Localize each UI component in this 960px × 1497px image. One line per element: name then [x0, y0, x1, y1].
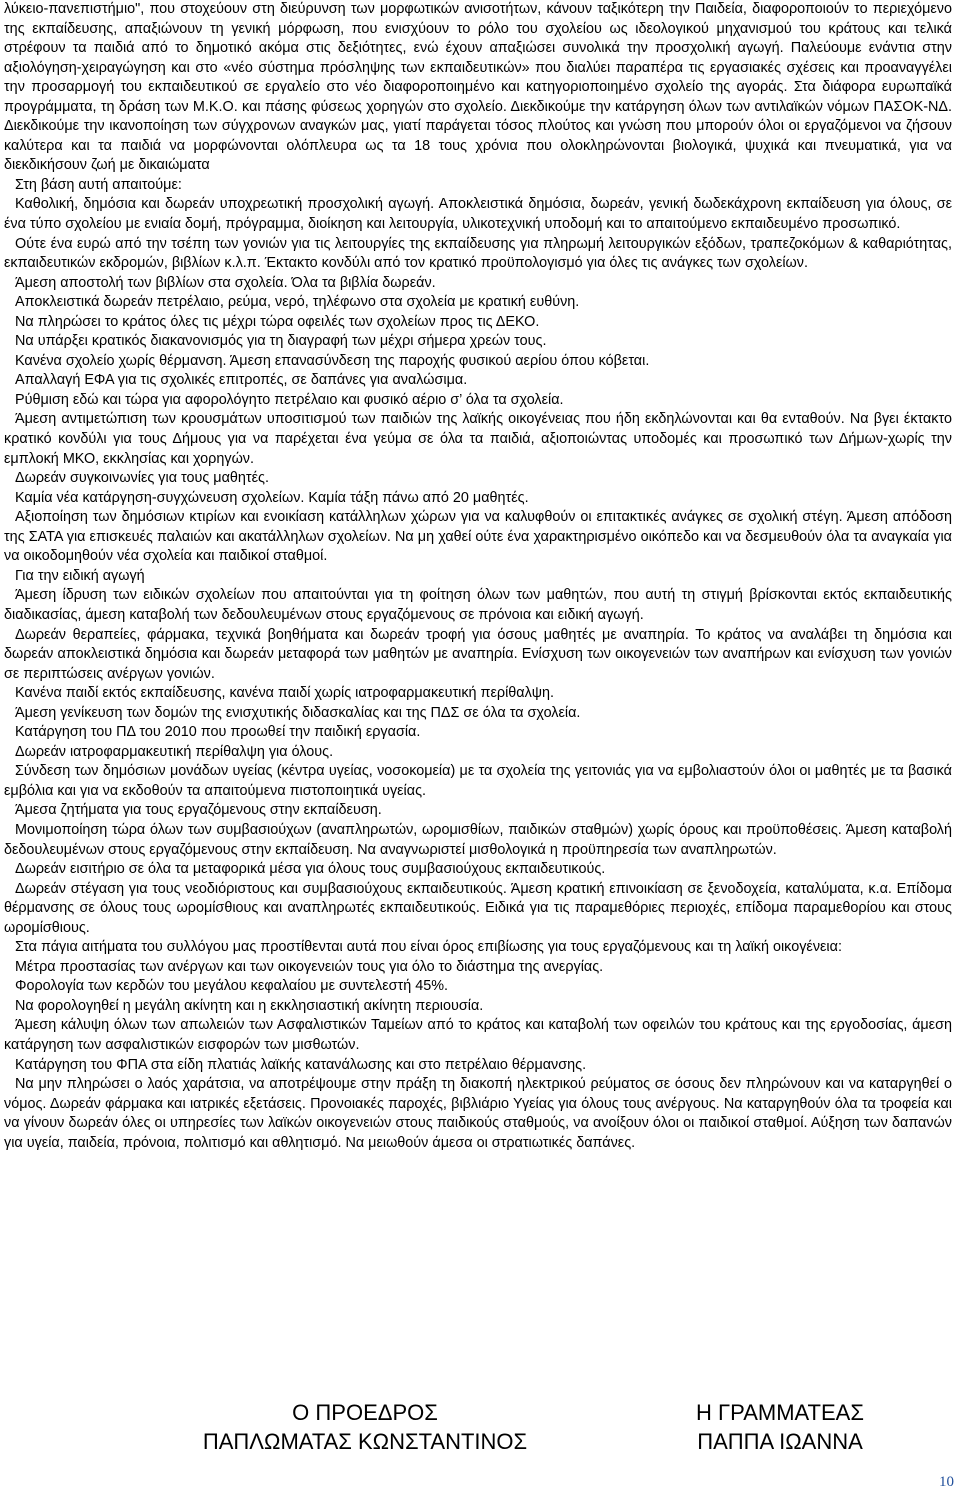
paragraph: Καθολική, δημόσια και δωρεάν υποχρεωτική προσχολική αγωγή. Αποκλειστικά δημόσια, δωρεάν, γενική δωδεκάχρονη εκπαίδευση για όλους, σε ένα τύπο σχολείου με ενιαία δομή, πρόγραμμα, διοίκηση και λειτουργία, υλικοτεχνική υποδομή και το απαιτούμενο εκπαιδευμένο προσωπικό. [4, 196, 952, 233]
signature-president [170, 1398, 560, 1456]
paragraph: Άμεσα ζητήματα για τους εργαζόμενους στην εκπαίδευση. [15, 802, 382, 819]
paragraph: Άμεση κάλυψη όλων των απωλειών των Ασφαλιστικών Ταμείων από το κράτος και καταβολή των οφειλών του κράτους και της εργοδοσίας, άμεση κατάργηση των ασφαλιστικών εισφορών των μισθωτών. [4, 1017, 952, 1053]
paragraph: Να πληρώσει το κράτος όλες τις μέχρι τώρα οφειλές των σχολείων προς τις ΔΕΚΟ. [15, 313, 540, 330]
signature-secretary [660, 1398, 900, 1456]
paragraph: Καμία νέα κατάργηση-συγχώνευση σχολείων. Καμία τάξη πάνω από 20 μαθητές. [15, 489, 529, 506]
paragraph: Να φορολογηθεί η μεγάλη ακίνητη και η εκκλησιαστική ακίνητη περιουσία. [15, 997, 484, 1014]
paragraph: Κανένα παιδί εκτός εκπαίδευσης, κανένα παιδί χωρίς ιατροφαρμακευτική περίθαλψη. [15, 685, 555, 702]
paragraph: Δωρεάν εισιτήριο σε όλα τα μεταφορικά μέσα για όλους τους συμβασιούχους εκπαιδευτικούς. [15, 861, 606, 878]
paragraph: Κατάργηση του ΦΠΑ στα είδη πλατιάς λαϊκής κατανάλωσης και στο πετρέλαιο θέρμανσης. [15, 1056, 587, 1073]
paragraph: Ούτε ένα ευρώ από την τσέπη των γονιών για τις λειτουργίες της εκπαίδευσης για πληρωμή λειτουργικών εξόδων, τραπεζοκόμων & καθαριότητας, εκπαιδευτικών εκδρομών, βιβλίων κ.λ.π. Έκτακτο κονδύλι από τον κρατικό προϋπολογισμό για όλες τις ανάγκες των σχολείων. [4, 235, 952, 272]
paragraph: Μονιμοποίηση τώρα όλων των συμβασιούχων (αναπληρωτών, ωρομισθίων, παιδικών σταθμών) χωρίς όρους και προϋποθέσεις. Άμεση καταβολή δεδουλευμένων στους εργαζόμενους στην εκπαίδευση. Να αναγνωριστεί μισθολογικά η προϋπηρεσία των αναπληρωτών. [4, 821, 952, 858]
president-title: Ο ΠΡΟΕΔΡΟΣ [292, 1400, 438, 1425]
paragraph: Να μην πληρώσει ο λαός χαράτσια, να αποτρέψουμε στην πράξη τη διακοπή ηλεκτρικού ρεύματος σε όσους δεν πληρώνουν και να καταργηθεί ο νόμος. Δωρεάν φάρμακα και ιατρικές εξετάσεις. Προνοιακές παροχές, βιβλιάριο Υγείας για όλους τους ανέργους. Να καταργηθούν όλα τα τροφεία και να γίνουν δωρεάν όλες οι υπηρεσίες των λαϊκών οικογενειών στους παιδικούς σταθμούς, να ανοίξουν όλοι οι παιδικοί σταθμοί. Αύξηση των δαπανών για υγεία, παιδεία, πρόνοια, πολιτισμό και αθλητισμό. Να μειωθούν άμεσα οι στρατιωτικές δαπάνες. [4, 1076, 952, 1151]
paragraph: Να υπάρξει κρατικός διακανονισμός για τη διαγραφή των μέχρι σήμερα χρεών τους. [15, 333, 547, 350]
paragraph: Σύνδεση των δημόσιων μονάδων υγείας (κέντρα υγείας, νοσοκομεία) με τα σχολεία της γειτονιάς για να εμβολιαστούν όλοι οι μαθητές με τα βασικά εμβόλια και για να εκδοθούν τα απαιτούμενα πιστοποιητικά υγείας. [4, 763, 952, 799]
president-name: ΠΑΠΛΩΜΑΤΑΣ ΚΩΝΣΤΑΝΤΙΝΟΣ [202, 1429, 528, 1454]
document-body [4, 0, 952, 1153]
paragraph: Στα πάγια αιτήματα του συλλόγου μας προστίθενται αυτά που είναι όρος επιβίωσης για τους εργαζόμενους και τη λαϊκή οικογένεια: [15, 939, 842, 956]
paragraph: Άμεση γενίκευση των δομών της ενισχυτικής διδασκαλίας και της ΠΔΣ σε όλα τα σχολεία. [15, 704, 581, 721]
paragraph: Για την ειδική αγωγή [15, 567, 145, 584]
paragraph: Ρύθμιση εδώ και τώρα για αφορολόγητο πετρέλαιο και φυσικό αέριο σ’ όλα τα σχολεία. [15, 391, 564, 408]
paragraph: Αποκλειστικά δωρεάν πετρέλαιο, ρεύμα, νερό, τηλέφωνο στα σχολεία με κρατική ευθύνη. [15, 294, 580, 311]
paragraph: Απαλλαγή ΕΦΑ για τις σχολικές επιτροπές, σε δαπάνες για αναλώσιμα. [15, 372, 468, 389]
paragraph: Κατάργηση του ΠΔ του 2010 που προωθεί την παιδική εργασία. [15, 724, 421, 741]
secretary-title: Η ΓΡΑΜΜΑΤΕΑΣ [696, 1400, 864, 1425]
paragraph: Άμεση ίδρυση των ειδικών σχολείων που απαιτούνται για τη φοίτηση όλων των μαθητών, που αυτή τη στιγμή βρίσκονται εκτός εκπαιδευτικής διαδικασίας, άμεση καταβολή των δεδουλευμένων στους εργαζόμενους σε πρόνοια και ειδική αγωγή. [4, 587, 952, 623]
paragraph: Δωρεάν ιατροφαρμακευτική περίθαλψη για όλους. [15, 743, 334, 760]
paragraph: Μέτρα προστασίας των ανέργων και των οικογενειών τους για όλο το διάστημα της ανεργίας. [15, 958, 604, 975]
paragraph: Δωρεάν στέγαση για τους νεοδιόριστους και συμβασιούχους εκπαιδευτικούς. Άμεση κρατική επινοικίαση σε ξενοδοχεία, καταλύματα, κ.α. Επίδομα θέρμανσης σε όλους τους ωρομίσθιους και αναπληρωτές εκπαιδευτικούς. Ειδικά για τις παραμεθόριες περιοχές, επίδομα παραμεθορίου και στους ωρομίσθιους. [4, 880, 952, 936]
paragraph: Άμεση αντιμετώπιση των κρουσμάτων υποσιτισμού των παιδιών της λαϊκής οικογένειας που ήδη εκδηλώνονται και θα ενταθούν. Να βγει έκτακτο κρατικό κονδύλι για τους Δήμους για να παρέχεται ένα γεύμα σε όλα τα παιδιά, αξιοποιώντας υποδομές και προσωπικό των Δήμων-χωρίς την εμπλοκή ΜΚΟ, εκκλησίας και χορηγών. [4, 411, 952, 467]
paragraph: Δωρεάν θεραπείες, φάρμακα, τεχνικά βοηθήματα και δωρεάν τροφή για όσους μαθητές με αναπηρία. Το κράτος να αναλάβει τη δημόσια και δωρεάν αποκλειστικά δημόσια και δωρεάν μεταφορά των μαθητών με αναπηρία. Ενίσχυση των οικογενειών των αναπήρων και ενίσχυση των γονιών σε περιπτώσεις ανέργων γονιών. [4, 626, 952, 682]
secretary-name: ΠΑΠΠΑ ΙΩΑΝΝΑ [697, 1429, 863, 1454]
paragraph: Δωρεάν συγκοινωνίες για τους μαθητές. [15, 470, 269, 487]
paragraph: Άμεση αποστολή των βιβλίων στα σχολεία. Όλα τα βιβλία δωρεάν. [15, 274, 436, 291]
paragraph: Αξιοποίηση των δημόσιων κτιρίων και ενοικίαση κατάλληλων χώρων για να καλυφθούν οι επιτακτικές ανάγκες σε σχολική στέγη. Άμεση απόδοση της ΣΑΤΑ για επισκευές παλαιών και ακατάλληλων σχολείων. Να μη χαθεί ούτε ένα χαρακτηρισμένο οικόπεδο και να δεσμευθούν όλα τα αναγκαία για να οικοδομηθούν νέα σχολεία και παιδικοί σταθμοί. [4, 509, 952, 565]
page-number: 10 [939, 1474, 954, 1490]
paragraph: Στη βάση αυτή απαιτούμε: [15, 176, 182, 193]
paragraph: Φορολογία των κερδών του μεγάλου κεφαλαίου με συντελεστή 45%. [15, 978, 449, 995]
paragraph: Κανένα σχολείο χωρίς θέρμανση. Άμεση επανασύνδεση της παροχής φυσικού αερίου όπου κόβεται. [15, 352, 650, 369]
paragraph: λύκειο-πανεπιστήμιο", που στοχεύουν στη διεύρυνση των μορφωτικών ανισοτήτων, κάνουν ταξικότερη την Παιδεία, διαφοροποιούν το περιεχόμενο της εκπαίδευσης, απαξιώνουν τη γενική μόρφωση, που ενισχύουν το ρόλο του σχολείου ως ιδεολογικού μηχανισμού του κράτους και τελικά στρέφουν τα παιδιά από το δημοτικό ακόμα στις δεξιότητες, ενώ έχουν απαξιώσει συνολικά την προσχολική αγωγή. Παλεύουμε ενάντια στην αξιολόγηση-χειραγώγηση και στο «νέο σύστημα πρόσληψης των εκπαιδευτικών» που διαλύει παραπέρα τις εργασιακές σχέσεις και προαναγγέλει την προσαρμογή του εκπαιδευτικού σε εργαλείο στο νέο διαφοροποιημένο και κατηγοριοποιημένο σχολείο της αγοράς. Στα διάφορα ευρωπαϊκά προγράμματα, τη δράση των Μ.Κ.Ο. και πάσης φύσεως χορηγών στο σχολείο. Διεκδικούμε την κατάργηση όλων των αντιλαϊκών νόμων ΠΑΣΟΚ-ΝΔ. Διεκδικούμε την ικανοποίηση των σύγχρονων αναγκών μας, γιατί παράγεται τόσος πλούτος και γνώση που μπορούν όλοι οι εργαζόμενοι να ζήσουν καλύτερα και τα παιδιά να μορφώνονται ολόπλευρα ως τα 18 τους χρόνια που ολοκληρώνονται βιολογικά, ψυχικά και πνευματικά, για να διεκδικήσουν ζωή με δικαιώματα [4, 1, 952, 174]
